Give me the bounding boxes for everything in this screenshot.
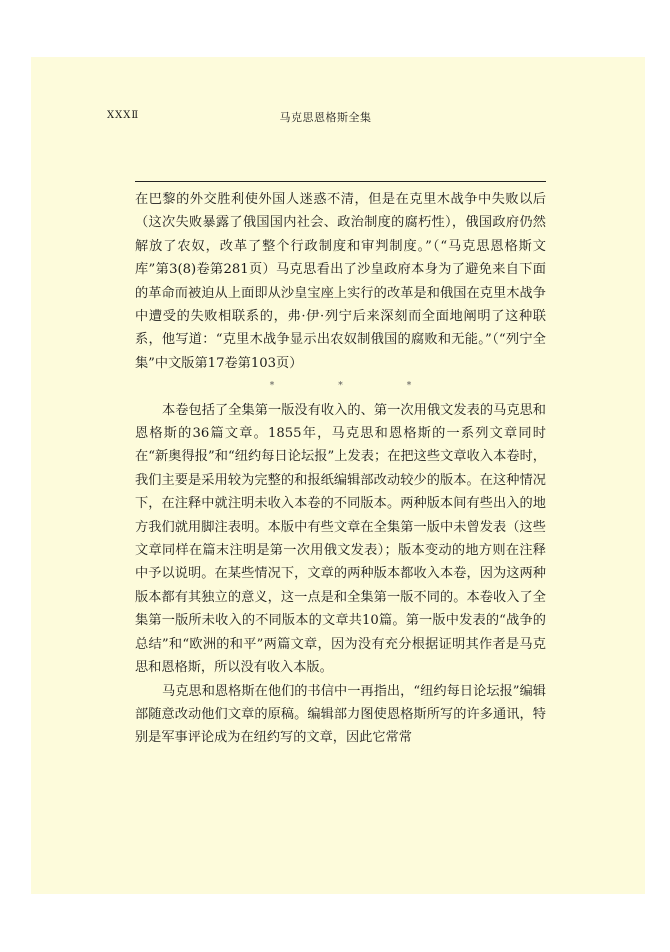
paragraph-1: 在巴黎的外交胜利使外国人迷惑不清，但是在克里木战争中失败以后（这次失败暴露了俄国国内社会、政治制度的腐朽性），俄国政府仍然解放了农奴，改革了整个行政制度和审判制度。”（“马克思恩格斯文库”第3(8)卷第281页）马克思看出了沙皇政府本身为了避免来自下面的革命而被迫从上面即从沙皇宝座上实行的改革是和俄国在克里木战争中遭受的失败相联系的，弗·伊·列宁后来深刻而全面地阐明了这种联系，他写道：“克里木战争显示出农奴制俄国的腐败和无能。”（“列宁全集”中文版第17卷第103页）: [135, 192, 546, 371]
running-title: 马克思恩格斯全集: [279, 111, 372, 124]
separator-asterisk: *: [338, 381, 343, 392]
header-rule: [135, 181, 546, 182]
page-number: XXXⅡ: [107, 110, 140, 121]
separator-asterisk: *: [269, 381, 275, 392]
page-header: [104, 105, 547, 125]
paragraph-3: 马克思和恩格斯在他们的书信中一再指出，“纽约每日论坛报”编辑部随意改动他们文章的原稿。编辑部力图使恩格斯所写的许多通讯，特别是军事评论成为在纽约写的文章，因此它常常: [135, 683, 546, 746]
section-separator: [135, 375, 546, 398]
body-text: [135, 188, 546, 750]
paragraph-2: 本卷包括了全集第一版没有收入的、第一次用俄文发表的马克思和恩格斯的36篇文章。1855年，马克思和恩格斯的一系列文章同时在“新奥得报”和“纽约每日论坛报”上发表；在把这些文章收入本卷时，我们主要是采用较为完整的和报纸编辑部改动较少的版本。在这种情况下，在注释中就注明未收入本卷的不同版本。两种版本间有些出入的地方我们就用脚注表明。本版中有些文章在全集第一版中未曾发表（这些文章同样在篇末注明是第一次用俄文发表）；版本变动的地方则在注释中予以说明。在某些情况下，文章的两种版本都收入本卷，因为这两种版本都有其独立的意义，这一点是和全集第一版不同的。本卷收入了全集第一版所未收入的不同版本的文章共10篇。第一版中发表的“战争的总结”和“欧洲的和平”两篇文章，因为没有充分根据证明其作者是马克思和恩格斯，所以没有收入本版。: [135, 402, 546, 676]
separator-asterisk: *: [406, 381, 412, 392]
